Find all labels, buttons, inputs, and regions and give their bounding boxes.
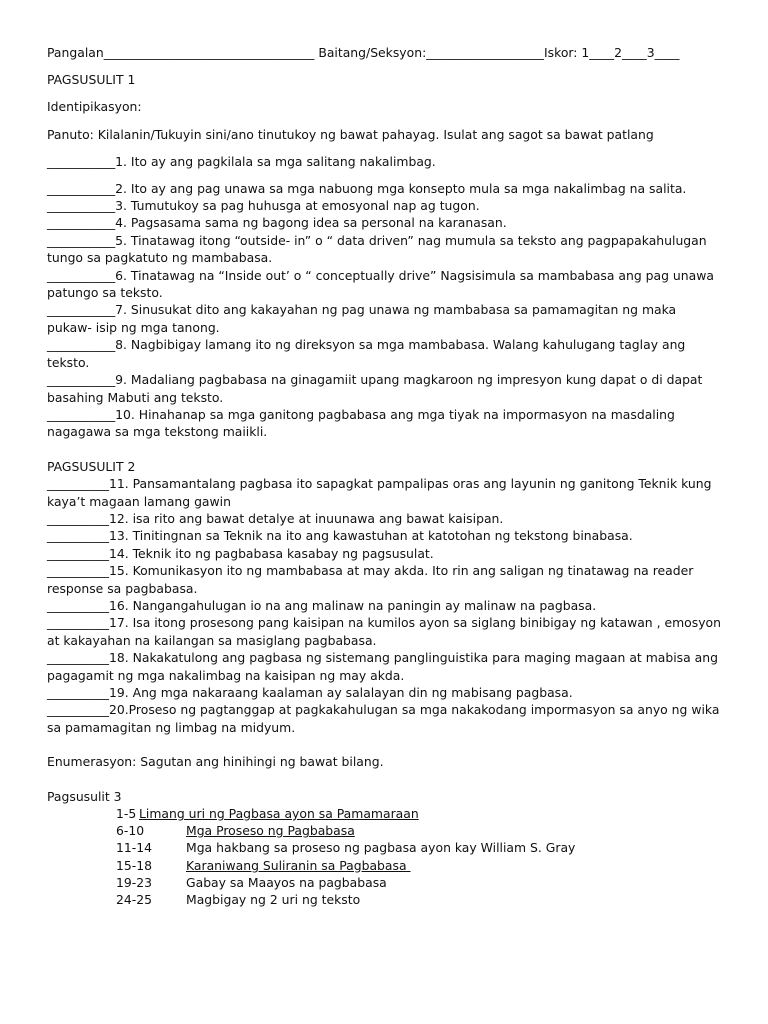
answer-blank[interactable]: ___________ [47, 267, 116, 283]
answer-blank[interactable]: __________ [47, 685, 109, 700]
worksheet-page [47, 44, 722, 908]
test1-item-6 [47, 267, 722, 302]
answer-blank[interactable]: ___________ [47, 180, 116, 196]
answer-blank[interactable]: ___________ [47, 302, 116, 318]
test2-title: PAGSUSULIT 2 [47, 458, 136, 474]
item-text: 4. Pagsasama sama ng bagong idea sa personal na karanasan. [115, 215, 507, 231]
item-text: 9. Madaliang pagbabasa na ginagamiit upang magkaroon ng impresyon kung dapat o di dapat basahing Mabuti ang teksto. [47, 372, 703, 405]
test1-item-10 [47, 406, 722, 441]
enum-text: Mga Proseso ng Pagbabasa [186, 823, 355, 839]
enumeration-instructions: Enumerasyon: Sagutan ang hinihingi ng bawat bilang. [47, 754, 384, 770]
answer-blank[interactable]: __________ [47, 650, 109, 666]
item-text: 7. Sinusukat dito ang kakayahan ng pag unawa ng mambabasa sa pamamagitan ng maka pukaw- isip ng mga tanong. [47, 302, 677, 335]
answer-blank[interactable]: ___________ [47, 406, 116, 422]
test2-item-15 [47, 562, 722, 597]
enum-text: Limang uri ng Pagbasa ayon sa Pamamaraan [139, 806, 419, 822]
answer-blank[interactable]: ___________ [47, 215, 116, 231]
score-blank-2[interactable]: ____ [621, 45, 647, 60]
answer-blank[interactable]: __________ [47, 563, 109, 579]
test1-item-5 [47, 232, 722, 267]
test1-item-4 [47, 214, 722, 231]
item-text: 18. Nakakatulong ang pagbasa ng sistemang panglinguistika para maging magaan at mabisa ang pagagamit ng mga nakalimbag na kaisipan ng may akda. [47, 650, 718, 683]
enum-range: 15-18 [116, 857, 153, 873]
test1-item-7 [47, 301, 722, 336]
answer-blank[interactable]: __________ [47, 528, 109, 544]
item-text: 8. Nagbibigay lamang ito ng direksyon sa mga mambabasa. Walang kahulugang taglay ang teksto. [47, 337, 686, 370]
test1-item-list [47, 153, 722, 441]
test2-item-18 [47, 649, 722, 684]
item-text: 13. Tinitingnan sa Teknik na ito ang kawastuhan at katotohan ng tekstong binabasa. [108, 528, 633, 544]
item-text: 16. Nangangahulugan io na ang malinaw na paningin ay malinaw na pagbasa. [108, 597, 597, 613]
answer-blank[interactable]: __________ [47, 545, 109, 561]
enum-item [47, 839, 722, 856]
test1-item-3 [47, 197, 722, 214]
score-mark-2: 2 [614, 45, 622, 60]
answer-blank[interactable]: ___________ [47, 154, 116, 170]
score-blank-1[interactable]: ____ [589, 45, 615, 60]
item-text: 14. Teknik ito ng pagbabasa kasabay ng pagsusulat. [108, 545, 434, 561]
enum-text: Mga hakbang sa proseso ng pagbasa ayon kay William S. Gray [186, 840, 576, 856]
test1-subtitle: Identipikasyon: [47, 99, 142, 115]
enumeration-list [47, 805, 722, 908]
grade-label: Baitang/Seksyon: [318, 45, 427, 60]
answer-blank[interactable]: __________ [47, 702, 109, 718]
test1-title: PAGSUSULIT 1 [47, 72, 136, 87]
score-blank-3[interactable]: ____ [654, 45, 680, 60]
enum-item [47, 891, 722, 908]
enum-range: 24-25 [116, 891, 153, 907]
test2-item-17 [47, 614, 722, 649]
answer-blank[interactable]: ___________ [47, 337, 116, 353]
score-mark-3: 3 [646, 45, 655, 60]
item-text: 5. Tinatawag itong “outside- in” o “ data driven” nag mumula sa teksto ang pagpapakahulugan tungo sa pagkatuto ng mambabasa. [47, 232, 707, 266]
item-text: 17. Isa itong prosesong pang kaisipan na kumilos ayon sa siglang binibigay ng katawan , emosyon at kakayahan na kailangan sa masiglang pagbabasa. [47, 615, 721, 648]
item-text: 19. Ang mga nakaraang kaalaman ay salalayan din ng mabisang pagbasa. [108, 685, 573, 700]
enum-item [47, 805, 722, 822]
test1-item-1 [47, 153, 722, 170]
test2-item-19 [47, 684, 722, 701]
enum-text: Magbigay ng 2 uri ng teksto [186, 891, 361, 907]
item-text: 15. Komunikasyon ito ng mambabasa at may akda. Ito rin ang saligan ng tinatawag na reader response sa pagbabasa. [47, 563, 694, 596]
answer-blank[interactable]: ___________ [47, 372, 116, 388]
enum-item [47, 874, 722, 891]
score-label: Iskor: 1 [543, 45, 590, 60]
test1-item-8 [47, 336, 722, 371]
test2-item-11 [47, 475, 722, 510]
item-text: 20.Proseso ng pagtanggap at pagkakahulugan sa mga nakakodang impormasyon sa anyo ng wika sa pamamagitan ng limbag na midyum. [47, 702, 720, 735]
enum-range: 11-14 [116, 840, 153, 856]
answer-blank[interactable]: __________ [47, 615, 109, 631]
test3-title: Pagsusulit 3 [47, 788, 122, 804]
item-text: 10. Hinahanap sa mga ganitong pagbabasa ang mga tiyak na impormasyon na masdaling nagagawa sa mga tekstong maiikli. [47, 406, 675, 440]
item-text: 6. Tinatawag na “Inside out’ o “ conceptually drive” Nagsisimula sa mambabasa ang pag unawa patungo sa teksto. [47, 267, 714, 301]
test1-item-2 [47, 180, 722, 197]
test2-item-20 [47, 701, 722, 736]
name-blank[interactable]: __________________________________ [103, 45, 315, 60]
enum-range: 1-5 [116, 806, 137, 822]
item-text: 3. Tumutukoy sa pag huhusga at emosyonal nap ag tugon. [115, 198, 480, 214]
enum-text: Karaniwang Suliranin sa Pagbabasa [186, 857, 411, 873]
item-text: 1. Ito ay ang pagkilala sa mga salitang nakalimbag. [115, 154, 436, 170]
grade-blank[interactable]: ___________________ [426, 45, 544, 60]
header-line [47, 44, 722, 61]
test2-item-list [47, 475, 722, 736]
name-label: Pangalan [47, 45, 104, 60]
enum-text: Gabay sa Maayos na pagbabasa [186, 874, 387, 890]
enum-item [47, 857, 722, 874]
answer-blank[interactable]: ___________ [47, 198, 116, 214]
enum-range: 19-23 [116, 874, 153, 890]
enum-range: 6-10 [116, 823, 145, 839]
test2-item-13 [47, 527, 722, 544]
item-text: 11. Pansamantalang pagbasa ito sapagkat pampalipas oras ang layunin ng ganitong Teknik kung kaya’t magaan lamang gawin [47, 476, 712, 509]
item-text: 2. Ito ay ang pag unawa sa mga nabuong mga konsepto mula sa mga nakalimbag na salita. [115, 180, 687, 196]
test2-item-14 [47, 545, 722, 562]
test1-item-9 [47, 371, 722, 406]
test2-item-12 [47, 510, 722, 527]
answer-blank[interactable]: ___________ [47, 232, 116, 248]
answer-blank[interactable]: __________ [47, 597, 109, 613]
test2-item-16 [47, 597, 722, 614]
item-text: 12. isa rito ang bawat detalye at inuunawa ang bawat kaisipan. [108, 510, 504, 526]
answer-blank[interactable]: __________ [47, 476, 109, 492]
answer-blank[interactable]: __________ [47, 510, 109, 526]
enum-item [47, 822, 722, 839]
test1-instructions: Panuto: Kilalanin/Tukuyin sini/ano tinutukoy ng bawat pahayag. Isulat ang sagot sa bawat patlang [47, 126, 654, 142]
